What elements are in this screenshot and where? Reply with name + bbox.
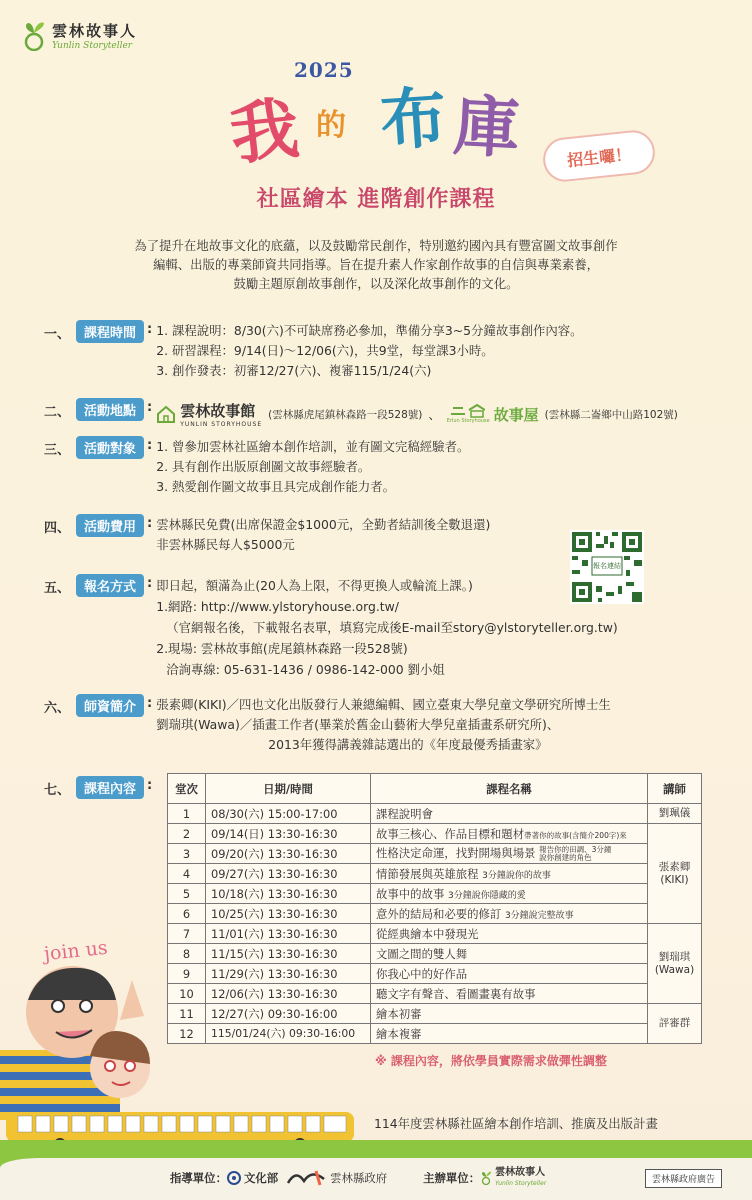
session-note: 帶著你的故事(含簡介200字)來 [524,830,627,840]
kids-illustration [0,960,170,1120]
table-row [168,984,702,1004]
session-date: 09/27(六) 13:30-16:30 [206,864,371,884]
enrollment-badge: 招生囉！ [541,128,657,183]
section-line: 張素卿(KIKI)／四也文化出版發行人兼總編輯、國立臺東大學兒童文學研究所博士生 [156,697,611,712]
venue-name: 故事屋 [493,405,539,424]
venue-erlun [447,404,539,425]
qr-label: 報名連結 [593,562,621,570]
venue-name: 雲林故事館 [180,402,256,420]
session-date: 12/06(六) 13:30-16:30 [206,984,371,1004]
section-line: 2. 具有創作出版原創圖文故事經驗者。 [156,459,371,474]
session-date: 09/20(六) 13:30-16:30 [206,844,371,864]
table-header: 講師 [648,774,702,804]
hero-title [226,52,540,176]
table-row [168,844,702,864]
project-name: 114年度雲林縣社區繪本創作培訓、推廣及出版計畫 [374,1116,658,1131]
session-number: 2 [168,824,206,844]
session-title [371,1004,648,1024]
section-label: 報名方式 [76,574,144,597]
section-label: 課程內容 [76,776,144,799]
section-number: 七、 [44,783,71,798]
county-government: 雲林縣政府 [330,1171,388,1185]
session-date: 115/01/24(六) 09:30-16:00 [206,1024,371,1044]
section-line: 3. 創作發表：初審12/27(六)、複審115/1/24(六) [156,363,432,378]
session-title-text: 聽文字有聲音、看圖畫裏有故事 [376,986,536,1001]
gov-ad-badge: 雲林縣政府廣告 [645,1169,722,1188]
table-row [168,824,702,844]
section-course-content [44,776,156,799]
page-subtitle: 社區繪本 進階創作課程 [256,187,496,212]
session-note: 3分鐘說你隱藏的愛 [447,890,526,901]
colon: : [147,696,153,711]
colon: : [147,516,153,531]
colon: : [147,778,153,793]
section-course-time [44,320,583,381]
session-number: 12 [168,1024,206,1044]
session-date: 11/01(六) 13:30-16:30 [206,924,371,944]
guide-label: 指導單位： [170,1171,227,1185]
footer [0,1160,752,1196]
session-title [371,964,648,984]
session-title-text: 故事中的故事 [376,886,445,901]
section-body [156,320,582,381]
section-label: 活動費用 [76,514,144,537]
venue-separator: 、 [428,407,441,422]
section-label: 活動對象 [76,436,144,459]
host-logo [480,1167,546,1189]
section-registration [44,574,618,680]
session-date: 08/30(六) 15:00-17:00 [206,804,371,824]
table-row [168,1024,702,1044]
brand-name: 雲林故事人 [52,22,138,40]
intro-line: 為了提升在地故事文化的底蘊，以及鼓勵常民創作，特別邀約國內具有豐富圖文故事創作 [134,238,618,253]
session-date: 09/14(日) 13:30-16:30 [206,824,371,844]
venue-storyhouse [156,400,262,428]
table-header-row [168,774,702,804]
session-number: 4 [168,864,206,884]
session-title [371,924,648,944]
session-title [371,1024,648,1044]
venue-address: (雲林縣二崙鄉中山路102號) [544,408,678,421]
session-number: 8 [168,944,206,964]
hero-char-3: 布 [377,77,450,161]
section-body [156,436,469,497]
section-line: 1. 課程說明：8/30(六)不可缺席務必參加，準備分享3~5分鐘故事創作內容。 [156,323,583,338]
table-note: ※ 課程內容，將依學員實際需求做彈性調整 [375,1054,607,1068]
section-line: （官網報名後，下載報名表單，填寫完成後E-mail至story@ylstoryteller.org.tw) [166,620,618,635]
teacher-cell [648,824,702,924]
county-art-logo-icon [286,1167,326,1189]
session-number: 1 [168,804,206,824]
session-note: 3分鐘說完整故事 [504,910,574,921]
table-header: 日期/時間 [206,774,371,804]
session-number: 10 [168,984,206,1004]
guide-ministry [227,1170,278,1186]
teacher-name: 劉珮儀 [658,807,691,819]
section-line: 即日起，額滿為止(20人為上限，不得更換人或輪流上課。) [156,578,473,593]
colon: : [147,438,153,453]
section-line: 非雲林縣民每人$5000元 [156,537,295,552]
section-line: 1. 曾參加雲林社區繪本創作培訓，並有圖文完稿經驗者。 [156,439,470,454]
venue-list [156,398,678,428]
colon: : [147,322,153,337]
session-title-text: 課程說明會 [376,806,433,821]
teacher-cell [648,804,702,824]
hero-char-1: 我 [226,88,303,176]
table-header: 堂次 [168,774,206,804]
session-number: 7 [168,924,206,944]
session-date: 11/15(六) 13:30-16:30 [206,944,371,964]
section-label: 活動地點 [76,398,144,421]
session-title-text: 情節發展與英雄旅程 [376,866,479,881]
sprout-logo-icon [22,21,46,51]
section-venue [44,398,678,428]
session-title-text: 文圖之間的雙人舞 [376,946,468,961]
session-title [371,944,648,964]
table-row [168,924,702,944]
teacher-alias: (KIKI) [660,873,689,886]
section-line: 3. 熱愛創作圖文故事且具完成創作能力者。 [156,479,396,494]
hero-year: 2025 [294,58,354,82]
section-number: 三、 [44,443,71,458]
table-row [168,904,702,924]
session-title-text: 性格決定命運，找對開場與場景 [376,846,536,861]
session-note: 報告你的田調、3分鐘說你創建的角色 [539,844,612,862]
section-number: 四、 [44,521,71,536]
section-line: 2013年獲得講義雜誌選出的《年度最優秀插畫家》 [268,737,548,752]
sprout-logo-icon [480,1171,492,1185]
venue-address: (雲林縣虎尾鎮林森路一段528號) [268,408,423,421]
teacher-name: 張素卿 [658,860,691,873]
session-title [371,844,648,864]
section-number: 一、 [44,327,71,342]
brand-logo [22,20,137,51]
session-title [371,824,648,844]
join-us-text: join us [43,936,109,966]
host-name-en: Yunlin Storyteller [495,1180,547,1187]
erlun-logo-icon [451,404,485,418]
table-row [168,1004,702,1024]
section-instructors [44,694,611,755]
teacher-name: 評審群 [658,1017,691,1029]
session-title [371,884,648,904]
session-date: 10/18(六) 13:30-16:30 [206,884,371,904]
table-row [168,864,702,884]
section-line: 劉瑞琪(Wawa)／插畫工作者(畢業於舊金山藝術大學兒童插畫系研究所)、 [156,717,560,732]
intro-line: 鼓勵主題原創故事創作，以及深化故事創作的文化。 [233,276,519,291]
session-title [371,984,648,1004]
table-row [168,944,702,964]
house-icon [156,404,176,424]
colon: : [147,576,153,591]
venue-name-en: Erlun Storyhouse [446,418,490,424]
table-row [168,804,702,824]
section-body [156,694,611,755]
session-date: 10/25(六) 13:30-16:30 [206,904,371,924]
session-title-text: 意外的結局和必要的修訂 [376,906,502,921]
section-label: 課程時間 [76,320,144,343]
section-body [156,514,490,555]
colon: : [147,400,153,415]
session-title-text: 繪本複審 [376,1026,422,1041]
session-date: 11/29(六) 13:30-16:30 [206,964,371,984]
teacher-alias: (Wawa) [654,963,695,976]
intro-paragraph [60,236,692,293]
session-title-text: 繪本初審 [376,1006,422,1021]
intro-line: 編輯、出版的專業師資共同指導。旨在提升素人作家創作故事的自信與專業素養， [152,257,600,272]
section-label: 師資簡介 [76,694,144,717]
section-audience [44,436,469,497]
section-number: 二、 [44,405,71,420]
hero-char-4: 庫 [451,86,522,168]
section-line: 雲林縣民免費(出席保證金$1000元，全勤者結訓後全數退還) [156,517,491,532]
session-number: 5 [168,884,206,904]
session-date: 12/27(六) 09:30-16:00 [206,1004,371,1024]
session-title-text: 故事三核心、作品目標和題材 [376,826,525,841]
venue-name-en: YUNLIN STORYHOUSE [180,421,263,428]
section-number: 五、 [44,581,71,596]
table-row [168,884,702,904]
teacher-cell [648,924,702,1004]
ministry-name: 文化部 [243,1171,279,1185]
session-title [371,804,648,824]
ministry-logo-icon [227,1171,241,1185]
course-table [167,773,702,1044]
session-number: 3 [168,844,206,864]
contact-line: 洽詢專線: 05-631-1436 / 0986-142-000 劉小姐 [166,662,445,677]
session-number: 6 [168,904,206,924]
section-fee [44,514,490,555]
teacher-name: 劉瑞琪 [658,950,691,963]
registration-url[interactable]: 1.網路: http://www.ylstoryhouse.org.tw/ [156,599,399,614]
teacher-cell [648,1004,702,1044]
session-title [371,864,648,884]
brand-name-en: Yunlin Storyteller [52,41,133,51]
section-body [156,574,617,680]
section-line: 2. 研習課程：9/14(日)～12/06(六)，共9堂，每堂課3小時。 [156,343,494,358]
host-label: 主辦單位： [423,1171,481,1185]
section-line: 2.現場: 雲林故事館(虎尾鎮林森路一段528號) [156,641,408,656]
table-header: 課程名稱 [371,774,648,804]
session-title-text: 你我心中的好作品 [376,966,468,981]
section-number: 六、 [44,701,71,716]
table-row [168,964,702,984]
session-title-text: 從經典繪本中發現光 [376,926,479,941]
session-note: 3分鐘說你的故事 [482,870,551,881]
host-name: 雲林故事人 [495,1167,546,1178]
session-title [371,904,648,924]
session-number: 11 [168,1004,206,1024]
session-number: 9 [168,964,206,984]
hero-char-2: 的 [316,108,346,143]
